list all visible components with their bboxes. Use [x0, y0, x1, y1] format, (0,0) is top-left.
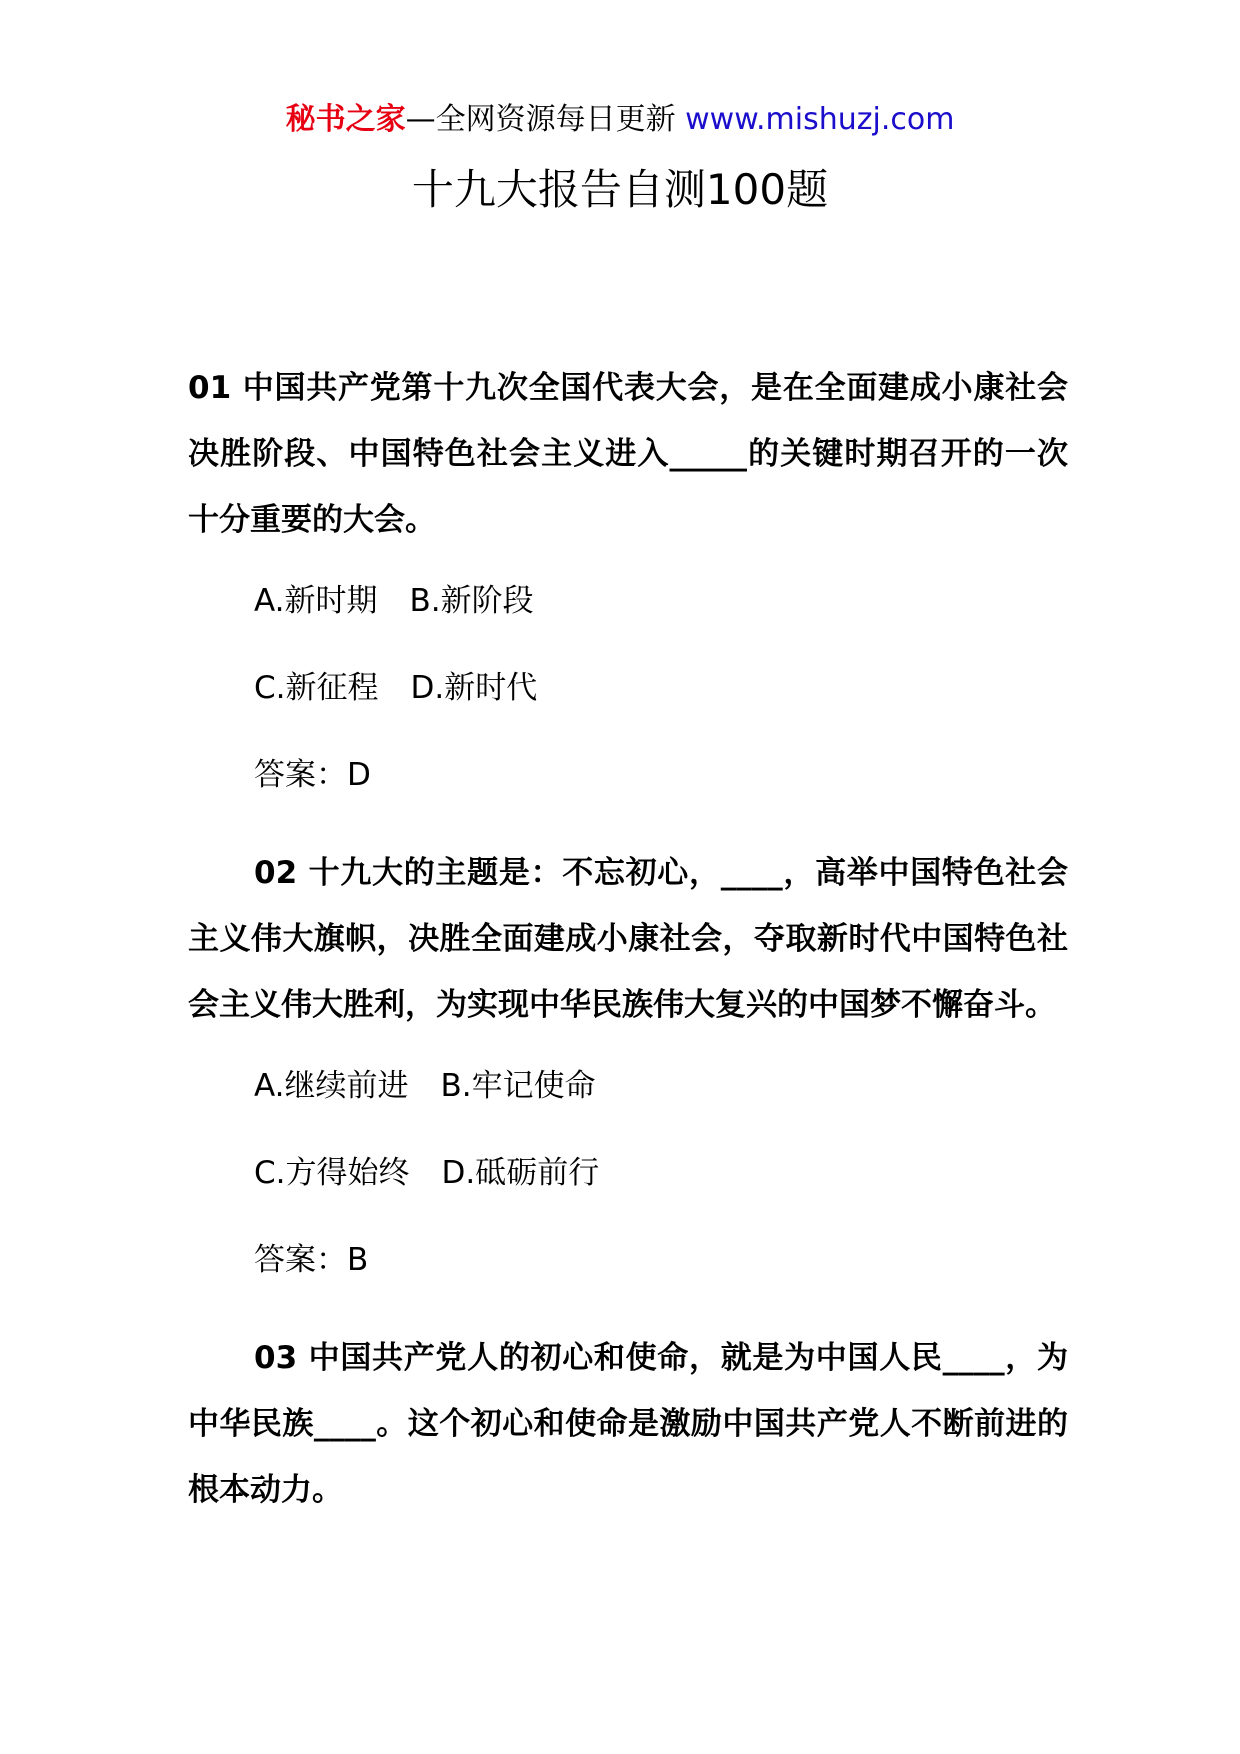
question-2: [188, 840, 1068, 1282]
site-url[interactable]: www.mishuzj.com: [685, 102, 955, 137]
options-row-1: [254, 579, 1068, 623]
option-a: A.新时期: [254, 583, 378, 619]
brand-name: 秘书之家: [285, 102, 406, 137]
question-3: [188, 1325, 1068, 1523]
option-b: B.牢记使命: [440, 1068, 596, 1104]
option-a: A.继续前进: [254, 1068, 409, 1104]
question-1: [188, 355, 1068, 797]
option-c: C.方得始终: [254, 1155, 410, 1191]
tagline: —全网资源每日更新: [405, 102, 676, 137]
page-title: 十九大报告自测100题: [411, 165, 829, 214]
options-row-2: [254, 1151, 1068, 1195]
site-header: [0, 98, 1240, 142]
option-d: D.新时代: [410, 670, 538, 706]
option-d: D.砥砺前行: [441, 1155, 600, 1191]
question-text: 02 十九大的主题是：不忘初心，____，高举中国特色社会主义伟大旗帜，决胜全面建成小康社会，夺取新时代中国特色社会主义伟大胜利，为实现中华民族伟大复兴的中国梦不懈奋斗。: [188, 855, 1068, 1023]
options-row-2: [254, 666, 1068, 710]
question-text: 01 中国共产党第十九次全国代表大会，是在全面建成小康社会决胜阶段、中国特色社会主义进入_____的关键时期召开的一次十分重要的大会。: [188, 370, 1068, 538]
option-b: B.新阶段: [409, 583, 534, 619]
answer: 答案：B: [254, 1242, 369, 1278]
question-text: 03 中国共产党人的初心和使命，就是为中国人民____，为中华民族____。这个初心和使命是激励中国共产党人不断前进的根本动力。: [188, 1340, 1068, 1508]
answer: 答案：D: [254, 757, 371, 793]
option-c: C.新征程: [254, 670, 379, 706]
question-list: [188, 355, 1068, 1541]
options-row-1: [254, 1064, 1068, 1108]
